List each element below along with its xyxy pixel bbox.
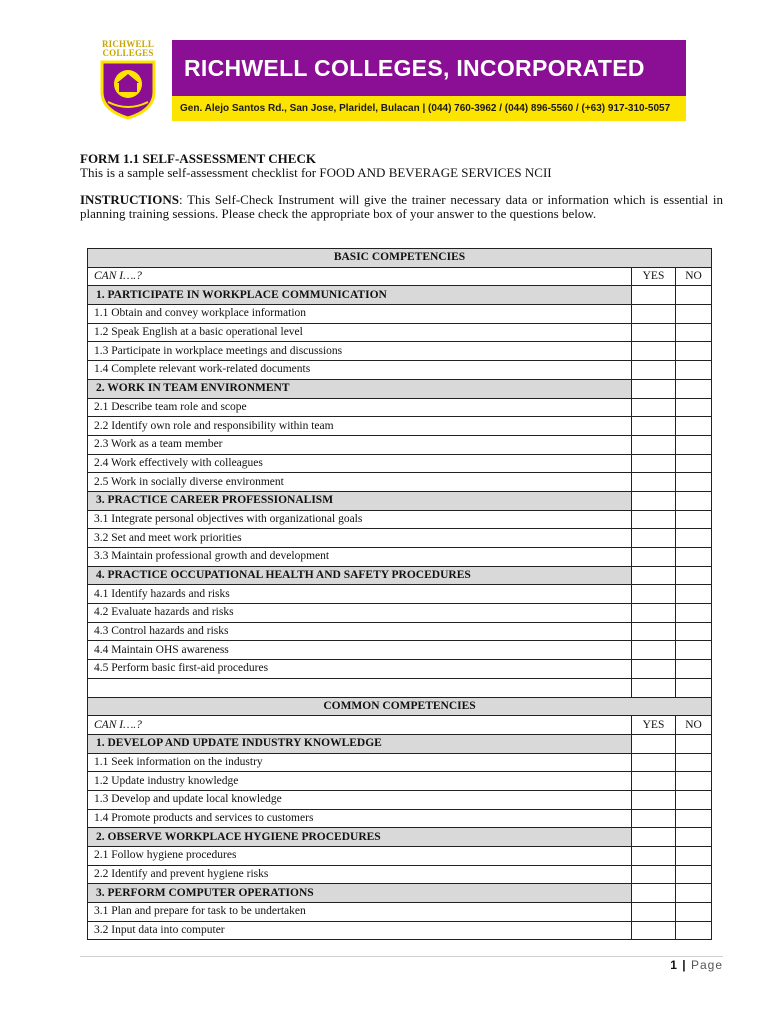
no-checkbox[interactable] (676, 342, 712, 361)
letterhead (92, 38, 686, 124)
no-checkbox[interactable] (676, 529, 712, 548)
yes-checkbox[interactable] (632, 641, 676, 660)
no-checkbox[interactable] (676, 305, 712, 324)
question-text: 4.1 Identify hazards and risks (88, 585, 632, 604)
blank-cell (88, 678, 632, 697)
table-row (88, 323, 712, 342)
table-row (88, 903, 712, 922)
no-header: NO (676, 267, 712, 286)
yes-checkbox[interactable] (632, 323, 676, 342)
question-text: 3.1 Plan and prepare for task to be undertaken (88, 903, 632, 922)
yes-checkbox[interactable] (632, 585, 676, 604)
form-title: FORM 1.1 SELF-ASSESSMENT CHECK (80, 151, 316, 166)
table-row (88, 753, 712, 772)
yes-checkbox[interactable] (632, 454, 676, 473)
competency-title: 2. WORK IN TEAM ENVIRONMENT (88, 379, 632, 398)
no-checkbox[interactable] (676, 753, 712, 772)
question-text: 3.3 Maintain professional growth and development (88, 548, 632, 567)
question-text: 4.5 Perform basic first-aid procedures (88, 660, 632, 679)
page-label: Page (690, 958, 723, 972)
competency-title: 1. DEVELOP AND UPDATE INDUSTRY KNOWLEDGE (88, 734, 632, 753)
yes-checkbox[interactable] (632, 903, 676, 922)
no-header: NO (676, 716, 712, 735)
yes-checkbox[interactable] (632, 884, 676, 903)
yes-checkbox[interactable] (632, 604, 676, 623)
question-text: 3.2 Set and meet work priorities (88, 529, 632, 548)
competency-heading (88, 884, 712, 903)
yes-checkbox[interactable] (632, 921, 676, 940)
no-checkbox[interactable] (676, 828, 712, 847)
yes-checkbox[interactable] (632, 865, 676, 884)
table-row (88, 473, 712, 492)
self-assessment-table (87, 248, 712, 940)
no-checkbox[interactable] (676, 473, 712, 492)
instructions (80, 193, 723, 221)
question-text: 1.4 Complete relevant work-related documents (88, 361, 632, 380)
table-row (88, 847, 712, 866)
no-checkbox[interactable] (676, 361, 712, 380)
no-checkbox[interactable] (676, 510, 712, 529)
competency-title: 3. PRACTICE CAREER PROFESSIONALISM (88, 491, 632, 510)
no-checkbox[interactable] (676, 417, 712, 436)
competency-heading (88, 379, 712, 398)
question-text: 2.1 Follow hygiene procedures (88, 847, 632, 866)
page-footer (670, 958, 723, 972)
table-row (88, 622, 712, 641)
form-subtitle: This is a sample self-assessment checklist for FOOD AND BEVERAGE SERVICES NCII (80, 165, 552, 180)
question-text: 2.2 Identify and prevent hygiene risks (88, 865, 632, 884)
page-separator: | (677, 958, 691, 972)
yes-checkbox[interactable] (632, 772, 676, 791)
yes-checkbox[interactable] (632, 660, 676, 679)
yes-checkbox[interactable] (632, 734, 676, 753)
question-text: 2.2 Identify own role and responsibility within team (88, 417, 632, 436)
shield-icon (98, 58, 158, 120)
yes-checkbox[interactable] (632, 342, 676, 361)
question-text: 3.2 Input data into computer (88, 921, 632, 940)
table-row (88, 604, 712, 623)
no-checkbox[interactable] (676, 641, 712, 660)
yes-checkbox[interactable] (632, 491, 676, 510)
no-checkbox[interactable] (676, 398, 712, 417)
competency-title: 3. PERFORM COMPUTER OPERATIONS (88, 884, 632, 903)
column-header-row (88, 267, 712, 286)
question-text: 1.1 Seek information on the industry (88, 753, 632, 772)
competency-heading (88, 734, 712, 753)
yes-checkbox[interactable] (632, 529, 676, 548)
question-text: 2.4 Work effectively with colleagues (88, 454, 632, 473)
section-title: COMMON COMPETENCIES (88, 697, 712, 716)
table-row (88, 809, 712, 828)
no-checkbox[interactable] (676, 660, 712, 679)
yes-checkbox[interactable] (632, 473, 676, 492)
instructions-label: INSTRUCTIONS (80, 192, 179, 207)
table-row (88, 790, 712, 809)
yes-checkbox[interactable] (632, 417, 676, 436)
college-name: RICHWELL COLLEGES, INCORPORATED (172, 40, 686, 96)
table-row (88, 660, 712, 679)
table-row (88, 772, 712, 791)
table-row (88, 454, 712, 473)
no-checkbox[interactable] (676, 548, 712, 567)
yes-checkbox[interactable] (632, 361, 676, 380)
yes-checkbox[interactable] (632, 678, 676, 697)
no-checkbox[interactable] (676, 809, 712, 828)
no-checkbox[interactable] (676, 790, 712, 809)
yes-header: YES (632, 716, 676, 735)
footer-divider (80, 956, 723, 957)
no-checkbox[interactable] (676, 435, 712, 454)
table-row (88, 529, 712, 548)
question-text: 1.4 Promote products and services to customers (88, 809, 632, 828)
question-text: 4.4 Maintain OHS awareness (88, 641, 632, 660)
college-address: Gen. Alejo Santos Rd., San Jose, Plaridel, Bulacan | (044) 760-3962 / (044) 896-5560 / (+63) 917-310-5057 (172, 96, 686, 121)
no-checkbox[interactable] (676, 323, 712, 342)
yes-checkbox[interactable] (632, 828, 676, 847)
question-text: 1.3 Participate in workplace meetings and discussions (88, 342, 632, 361)
instructions-text: : This Self-Check Instrument will give the trainer necessary data or information which is essential in planning training sessions. Please check the appropriate box of your answer to the questions below. (80, 192, 723, 221)
table-row (88, 361, 712, 380)
question-text: 4.3 Control hazards and risks (88, 622, 632, 641)
question-text: 1.2 Speak English at a basic operational level (88, 323, 632, 342)
college-banner (172, 40, 686, 121)
yes-checkbox[interactable] (632, 809, 676, 828)
competency-heading (88, 286, 712, 305)
question-text: 3.1 Integrate personal objectives with organizational goals (88, 510, 632, 529)
no-checkbox[interactable] (676, 379, 712, 398)
question-text: 2.5 Work in socially diverse environment (88, 473, 632, 492)
yes-checkbox[interactable] (632, 435, 676, 454)
yes-checkbox[interactable] (632, 305, 676, 324)
competency-title: 1. PARTICIPATE IN WORKPLACE COMMUNICATION (88, 286, 632, 305)
college-logo (92, 38, 164, 122)
no-checkbox[interactable] (676, 604, 712, 623)
competency-title: 2. OBSERVE WORKPLACE HYGIENE PROCEDURES (88, 828, 632, 847)
table-row (88, 865, 712, 884)
no-checkbox[interactable] (676, 884, 712, 903)
yes-checkbox[interactable] (632, 379, 676, 398)
table-row (88, 417, 712, 436)
question-text: 1.1 Obtain and convey workplace information (88, 305, 632, 324)
table-row (88, 342, 712, 361)
competency-heading (88, 828, 712, 847)
question-text: 2.3 Work as a team member (88, 435, 632, 454)
no-checkbox[interactable] (676, 286, 712, 305)
no-checkbox[interactable] (676, 678, 712, 697)
no-checkbox[interactable] (676, 734, 712, 753)
yes-checkbox[interactable] (632, 548, 676, 567)
no-checkbox[interactable] (676, 772, 712, 791)
section-title: BASIC COMPETENCIES (88, 249, 712, 268)
question-text: 4.2 Evaluate hazards and risks (88, 604, 632, 623)
table-row (88, 435, 712, 454)
table-row (88, 398, 712, 417)
yes-checkbox[interactable] (632, 622, 676, 641)
section-header (88, 249, 712, 268)
table-row (88, 548, 712, 567)
column-header-row (88, 716, 712, 735)
question-text: 1.3 Develop and update local knowledge (88, 790, 632, 809)
can-label: CAN I….? (88, 716, 632, 735)
table-row (88, 921, 712, 940)
yes-checkbox[interactable] (632, 566, 676, 585)
no-checkbox[interactable] (676, 454, 712, 473)
yes-checkbox[interactable] (632, 847, 676, 866)
question-text: 2.1 Describe team role and scope (88, 398, 632, 417)
no-checkbox[interactable] (676, 622, 712, 641)
page-number: 1 (670, 958, 678, 972)
logo-text: RICHWELL COLLEGES (101, 39, 155, 58)
section-header (88, 697, 712, 716)
yes-checkbox[interactable] (632, 510, 676, 529)
question-text: 1.2 Update industry knowledge (88, 772, 632, 791)
competency-heading (88, 566, 712, 585)
yes-header: YES (632, 267, 676, 286)
no-checkbox[interactable] (676, 585, 712, 604)
yes-checkbox[interactable] (632, 753, 676, 772)
can-label: CAN I….? (88, 267, 632, 286)
no-checkbox[interactable] (676, 847, 712, 866)
competency-title: 4. PRACTICE OCCUPATIONAL HEALTH AND SAFETY PROCEDURES (88, 566, 632, 585)
no-checkbox[interactable] (676, 903, 712, 922)
yes-checkbox[interactable] (632, 286, 676, 305)
table-row (88, 510, 712, 529)
table-row (88, 585, 712, 604)
no-checkbox[interactable] (676, 865, 712, 884)
table-row (88, 641, 712, 660)
yes-checkbox[interactable] (632, 398, 676, 417)
competency-heading (88, 491, 712, 510)
yes-checkbox[interactable] (632, 790, 676, 809)
no-checkbox[interactable] (676, 491, 712, 510)
blank-row (88, 678, 712, 697)
no-checkbox[interactable] (676, 921, 712, 940)
table-row (88, 305, 712, 324)
no-checkbox[interactable] (676, 566, 712, 585)
